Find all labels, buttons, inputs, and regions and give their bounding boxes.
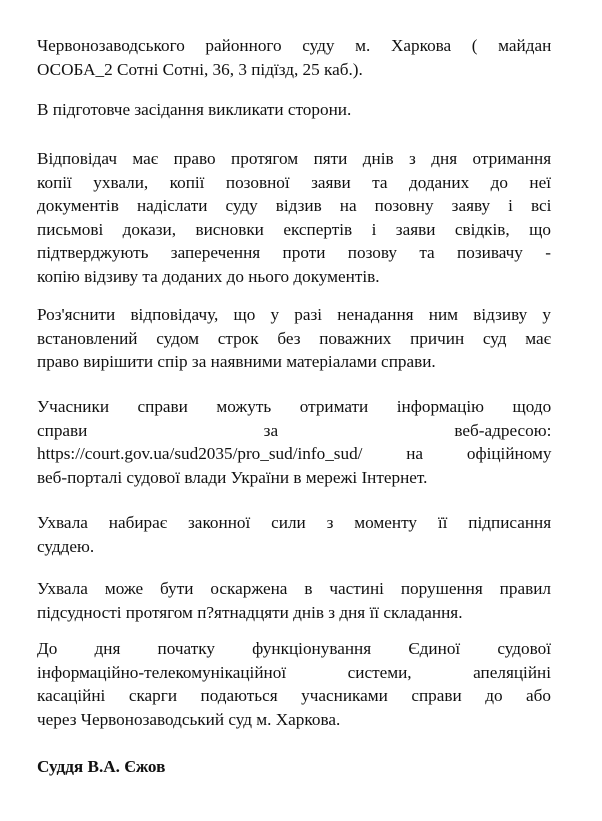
paragraph-line: Учасники справи можуть отримати інформацію щодо: [37, 397, 552, 416]
judge-signature: [37, 755, 551, 779]
paragraph-line: Ухвала набирає законної сили з моменту її підписання: [37, 513, 552, 532]
summon-parties-paragraph: [37, 98, 551, 122]
paragraph-line: через Червонозаводський суд м. Харкова.: [37, 709, 341, 729]
paragraph-line: копії ухвали, копії позовної заяви та доданих до неї: [37, 172, 551, 192]
paragraph-line: В підготовче засідання викликати сторони.: [37, 100, 352, 119]
paragraph-line: справи за веб-адресою:: [37, 420, 552, 440]
paragraph-line: копію відзиву та доданих до нього документів.: [37, 266, 380, 286]
paragraph-line: ОСОБА_2 Сотні Сотні, 36, 3 підїзд, 25 каб.).: [37, 59, 363, 79]
paragraph-line: інформаційно-телекомунікаційної системи, апеляційні: [37, 662, 551, 682]
paragraph-line: Ухвала може бути оскаржена в частині порушення правил: [37, 579, 551, 598]
paragraph-line: веб-порталі судової влади України в мережі Інтернет.: [37, 467, 428, 487]
web-info-paragraph: [37, 395, 551, 489]
paragraph-line: письмові докази, висновки експертів і заяви свідків, що: [37, 219, 551, 239]
paragraph-line: Відповідач має право протягом пяти днів з дня отримання: [37, 149, 552, 168]
paragraph-line: До дня початку функціонування Єдиної судової: [37, 639, 551, 658]
paragraph-line: Роз'яснити відповідачу, що у разі ненадання ним відзиву у: [37, 305, 551, 324]
paragraph-line: суддею.: [37, 536, 95, 556]
paragraph-line: встановлений судом строк без поважних причин суд має: [37, 328, 552, 348]
effective-date-paragraph: [37, 511, 551, 558]
court-address-paragraph: [37, 34, 551, 81]
explanation-paragraph: [37, 303, 551, 374]
paragraph-line: касаційні скарги подаються учасниками справи до або: [37, 686, 551, 706]
appeal-paragraph: [37, 577, 551, 624]
paragraph-line: підтверджують заперечення проти позову та позивачу -: [37, 243, 551, 263]
paragraph-line: підсудності протягом п?ятнадцяти днів з дня її складання.: [37, 602, 463, 622]
defendant-rights-paragraph: [37, 147, 551, 289]
paragraph-line: документів надіслати суду відзив на позовну заяву і всі: [37, 196, 552, 216]
paragraph-line: https://court.gov.ua/sud2035/pro_sud/info_sud/ на офіційному: [37, 444, 552, 464]
paragraph-line: Червонозаводського районного суду м. Харкова ( майдан: [37, 36, 552, 55]
complaints-paragraph: [37, 637, 551, 731]
signature-text: Суддя В.А. Єжов: [37, 757, 166, 776]
paragraph-line: право вирішити спір за наявними матеріалами справи.: [37, 352, 436, 372]
